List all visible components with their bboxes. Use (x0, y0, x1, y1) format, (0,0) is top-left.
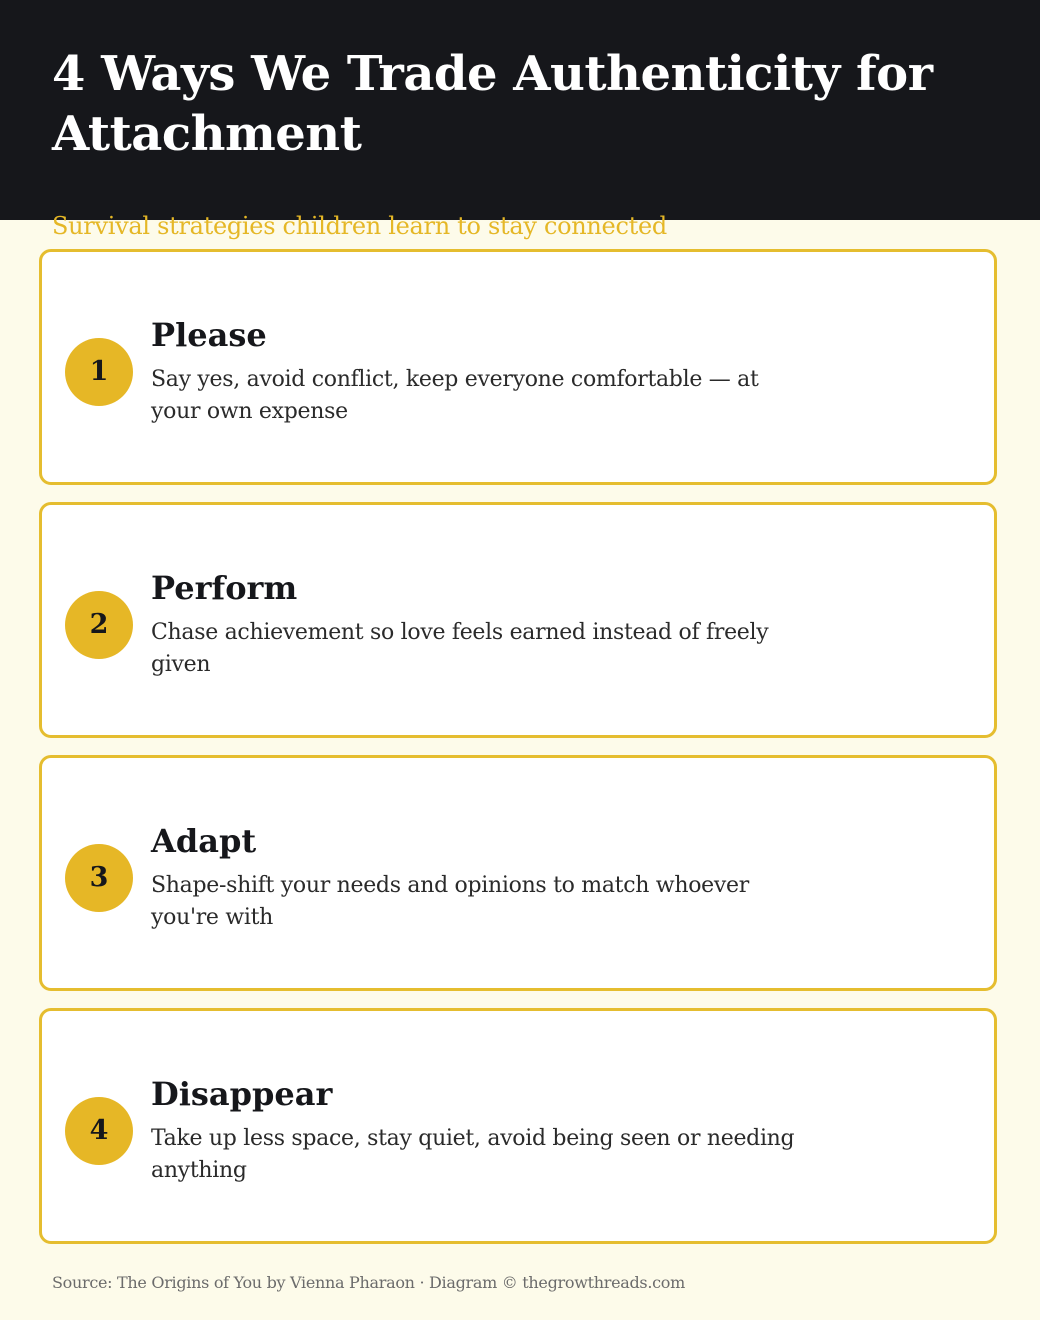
strategy-card-adapt (39, 755, 997, 991)
number-badge: 3 (65, 844, 133, 912)
page-subtitle: Survival strategies children learn to stay connected (52, 212, 667, 240)
card-title: Adapt (151, 822, 257, 860)
strategy-card-perform (39, 502, 997, 738)
strategy-card-please (39, 249, 997, 485)
number-badge: 4 (65, 1097, 133, 1165)
source-footer: Source: The Origins of You by Vienna Pharaon · Diagram © thegrowthreads.com (52, 1273, 685, 1292)
card-title: Perform (151, 569, 298, 607)
strategy-card-disappear (39, 1008, 997, 1244)
card-description: Say yes, avoid conflict, keep everyone comfortable — at your own expense (151, 367, 759, 424)
header-banner (0, 0, 1040, 220)
number-badge: 1 (65, 338, 133, 406)
card-title: Please (151, 316, 267, 354)
card-title: Disappear (151, 1075, 333, 1113)
card-description: Take up less space, stay quiet, avoid being seen or needing anything (151, 1126, 795, 1183)
page-title: 4 Ways We Trade Authenticity for Attachment (52, 46, 933, 162)
card-description: Shape-shift your needs and opinions to match whoever you're with (151, 873, 749, 930)
card-description: Chase achievement so love feels earned instead of freely given (151, 620, 769, 677)
number-badge: 2 (65, 591, 133, 659)
